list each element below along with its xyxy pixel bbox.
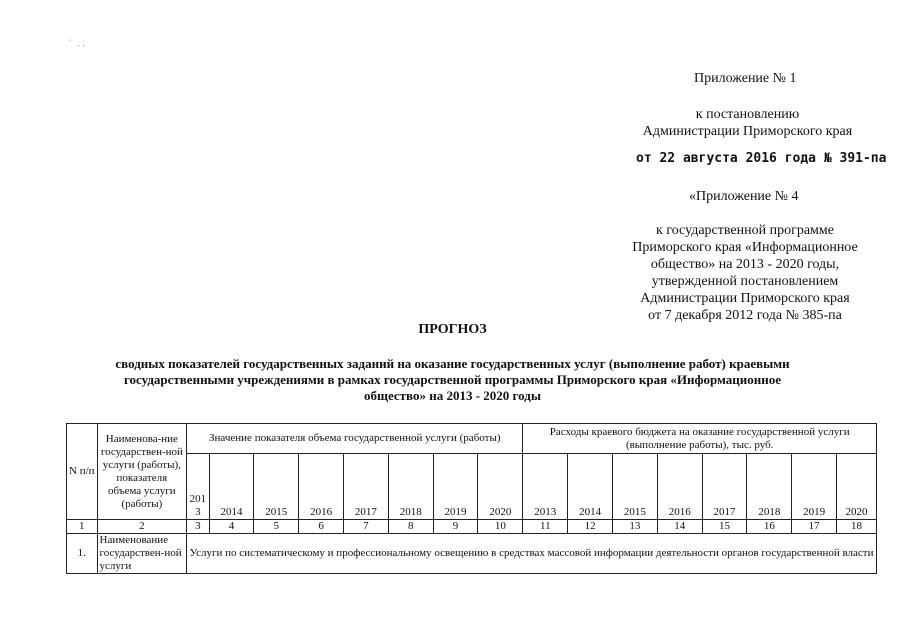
- col-name-header: Наименова-ние государствен-ной услуги (работы), показателя объема услуги (работы): [97, 424, 187, 520]
- index-cell: 18: [837, 520, 877, 534]
- program-line: общество» на 2013 - 2020 годы,: [650, 257, 840, 272]
- row-number: 1.: [67, 534, 98, 574]
- expense-year-header: 2017: [702, 454, 747, 520]
- program-line: утвержденной постановлением: [651, 274, 839, 289]
- expense-year-header: 2015: [613, 454, 658, 520]
- expense-year-header: 2019: [792, 454, 837, 520]
- volume-year-header: 2016: [299, 454, 344, 520]
- volume-year-header: 2014: [209, 454, 254, 520]
- date-number-label: от 22 августа 2016 года № 391-па: [636, 151, 887, 166]
- subtitle-line: государственными учреждениями в рамках государственной программы Приморского края «Информационное: [123, 372, 782, 387]
- index-cell: 5: [254, 520, 299, 534]
- volume-year-header: 2018: [388, 454, 433, 520]
- expense-year-header: 2018: [747, 454, 792, 520]
- expenses-group-header: Расходы краевого бюджета на оказание государственной услуги (выполнение работы), тыс. руб.: [523, 424, 877, 454]
- index-cell: 12: [568, 520, 613, 534]
- subtitle-line: общество» на 2013 - 2020 годы: [364, 388, 541, 403]
- document-subtitle: [0, 356, 905, 404]
- index-cell: 6: [299, 520, 344, 534]
- appendix-4-label: «Приложение № 4: [689, 189, 799, 204]
- col-number-header: N п/п: [67, 424, 98, 520]
- volume-year-header: 2019: [433, 454, 478, 520]
- expense-year-header: 2013: [523, 454, 568, 520]
- expense-year-header: 2014: [568, 454, 613, 520]
- index-cell: 4: [209, 520, 254, 534]
- index-cell: 9: [433, 520, 478, 534]
- index-cell: 8: [388, 520, 433, 534]
- index-cell: 7: [344, 520, 389, 534]
- program-reference: [615, 222, 875, 324]
- program-line: Администрации Приморского края: [640, 291, 850, 306]
- index-cell: 17: [792, 520, 837, 534]
- program-line: к государственной программе: [656, 223, 834, 238]
- index-cell: 2: [97, 520, 187, 534]
- scan-mark: ` . .: [68, 38, 85, 48]
- appendix-1-label: Приложение № 1: [694, 71, 797, 86]
- program-line: от 7 декабря 2012 года № 385-па: [648, 308, 842, 323]
- volume-year-header: 2020: [478, 454, 523, 520]
- document-title: ПРОГНОЗ: [418, 322, 487, 337]
- index-cell: 11: [523, 520, 568, 534]
- index-cell: 13: [613, 520, 658, 534]
- volume-year-header: 201 3: [187, 454, 209, 520]
- subtitle-line: сводных показателей государственных заданий на оказание государственных услуг (выполнение работ) краевыми: [115, 356, 790, 371]
- expense-year-header: 2016: [657, 454, 702, 520]
- volume-year-header: 2015: [254, 454, 299, 520]
- volume-year-header: 2017: [344, 454, 389, 520]
- expense-year-header: 2020: [837, 454, 877, 520]
- program-line: Приморского края «Информационное: [632, 240, 858, 255]
- index-cell: 3: [187, 520, 209, 534]
- resolution-label: к постановлению: [695, 107, 800, 122]
- index-cell: 10: [478, 520, 523, 534]
- volume-group-header: Значение показателя объема государственной услуги (работы): [187, 424, 523, 454]
- row-name: Наименование государствен-ной услуги: [97, 534, 187, 574]
- index-cell: 15: [702, 520, 747, 534]
- index-cell: 16: [747, 520, 792, 534]
- forecast-table: [66, 423, 877, 574]
- index-cell: 1: [67, 520, 98, 534]
- service-description: Услуги по систематическому и профессиональному освещению в средствах массовой информации деятельности органов государственной власти: [187, 534, 877, 574]
- index-cell: 14: [657, 520, 702, 534]
- administration-label: Администрации Приморского края: [642, 124, 853, 139]
